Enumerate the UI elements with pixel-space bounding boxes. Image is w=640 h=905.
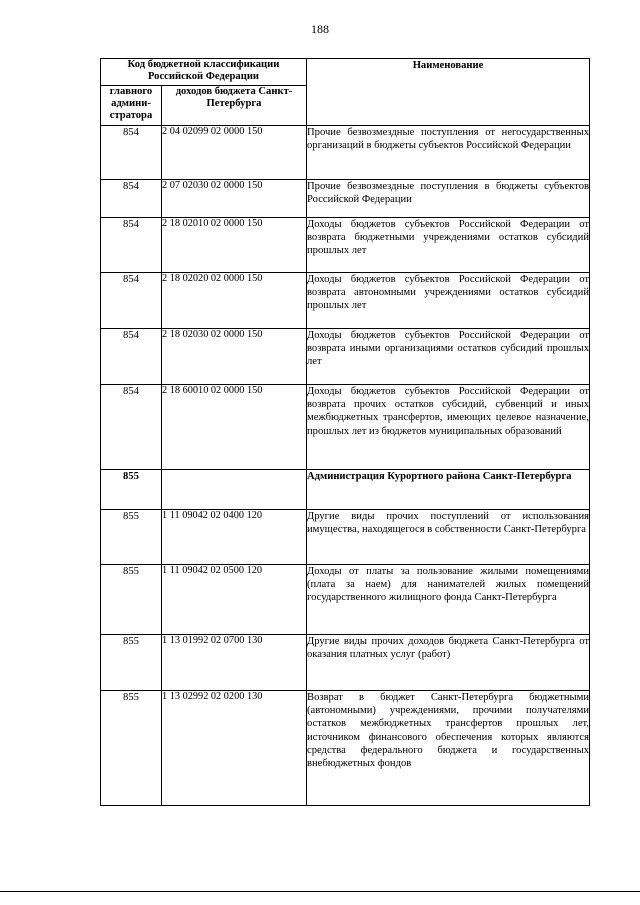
admin-code-cell: 855 — [101, 691, 162, 806]
table-header — [101, 59, 590, 126]
admin-code-cell: 854 — [101, 126, 162, 180]
revenue-code-cell: 1 13 02992 02 0200 130 — [162, 691, 307, 806]
table-body — [101, 126, 590, 806]
revenue-name-cell: Прочие безвозмездные поступления в бюджеты субъектов Российской Федерации — [307, 180, 590, 218]
revenue-code-cell: 1 11 09042 02 0500 120 — [162, 565, 307, 635]
revenue-name-cell: Доходы бюджетов субъектов Российской Федерации от возврата иными организациями остатков субсидий прошлых лет — [307, 329, 590, 385]
admin-code-cell: 854 — [101, 385, 162, 470]
header-revenue-code: доходов бюджета Санкт-Петербурга — [162, 86, 307, 126]
revenue-code-cell: 2 18 60010 02 0000 150 — [162, 385, 307, 470]
revenue-name-cell: Другие виды прочих поступлений от использования имущества, находящегося в собственности Санкт-Петербурга — [307, 510, 590, 565]
admin-code-cell: 855 — [101, 565, 162, 635]
admin-code-cell: 855 — [101, 470, 162, 510]
revenue-name-cell: Возврат в бюджет Санкт-Петербурга бюджетными (автономными) учреждениями, прочими получателями остатков межбюджетных трансфертов прошлых лет, источником финансового обеспечения которых являются средства федерального бюджета и государственных внебюджетных фондов — [307, 691, 590, 806]
revenue-name-cell: Доходы от платы за пользование жилыми помещениями (плата за наем) для нанимателей жилых помещений государственного жилищного фонда Санкт-Петербурга — [307, 565, 590, 635]
table-row — [101, 126, 590, 180]
admin-code-cell: 854 — [101, 180, 162, 218]
table-row — [101, 180, 590, 218]
revenue-name-cell: Другие виды прочих доходов бюджета Санкт-Петербурга от оказания платных услуг (работ) — [307, 635, 590, 691]
revenue-name-cell: Администрация Курортного района Санкт-Петербурга — [307, 470, 590, 510]
revenue-code-cell: 1 13 01992 02 0700 130 — [162, 635, 307, 691]
page-bottom-border — [0, 891, 640, 892]
budget-classification-table — [100, 58, 590, 806]
revenue-name-cell: Доходы бюджетов субъектов Российской Федерации от возврата прочих остатков субсидий, субвенций и иных межбюджетных трансфертов, имеющих целевое назначение, прошлых лет из бюджетов муниципальных образований — [307, 385, 590, 470]
header-name: Наименование — [307, 59, 590, 126]
admin-code-cell: 854 — [101, 218, 162, 273]
table-row — [101, 635, 590, 691]
header-admin: главного админи-стратора — [101, 86, 162, 126]
revenue-code-cell: 2 18 02020 02 0000 150 — [162, 273, 307, 329]
admin-code-cell: 854 — [101, 273, 162, 329]
revenue-code-cell: 2 07 02030 02 0000 150 — [162, 180, 307, 218]
revenue-code-cell — [162, 470, 307, 510]
table-row — [101, 691, 590, 806]
revenue-name-cell: Доходы бюджетов субъектов Российской Федерации от возврата бюджетными учреждениями остатков субсидий прошлых лет — [307, 218, 590, 273]
admin-code-cell: 855 — [101, 510, 162, 565]
admin-code-cell: 854 — [101, 329, 162, 385]
revenue-name-cell: Доходы бюджетов субъектов Российской Федерации от возврата автономными учреждениями остатков субсидий прошлых лет — [307, 273, 590, 329]
table-row — [101, 565, 590, 635]
table-row — [101, 510, 590, 565]
table-row — [101, 218, 590, 273]
revenue-code-cell: 2 18 02010 02 0000 150 — [162, 218, 307, 273]
revenue-code-cell: 1 11 09042 02 0400 120 — [162, 510, 307, 565]
table-row — [101, 329, 590, 385]
table-row — [101, 385, 590, 470]
admin-code-cell: 855 — [101, 635, 162, 691]
revenue-name-cell: Прочие безвозмездные поступления от негосударственных организаций в бюджеты субъектов Российской Федерации — [307, 126, 590, 180]
revenue-code-cell: 2 18 02030 02 0000 150 — [162, 329, 307, 385]
table-row — [101, 273, 590, 329]
header-classification-code: Код бюджетной классификации Российской Федерации — [101, 59, 307, 86]
page-number: 188 — [311, 22, 329, 36]
revenue-code-cell: 2 04 02099 02 0000 150 — [162, 126, 307, 180]
table-row-section-header — [101, 470, 590, 510]
